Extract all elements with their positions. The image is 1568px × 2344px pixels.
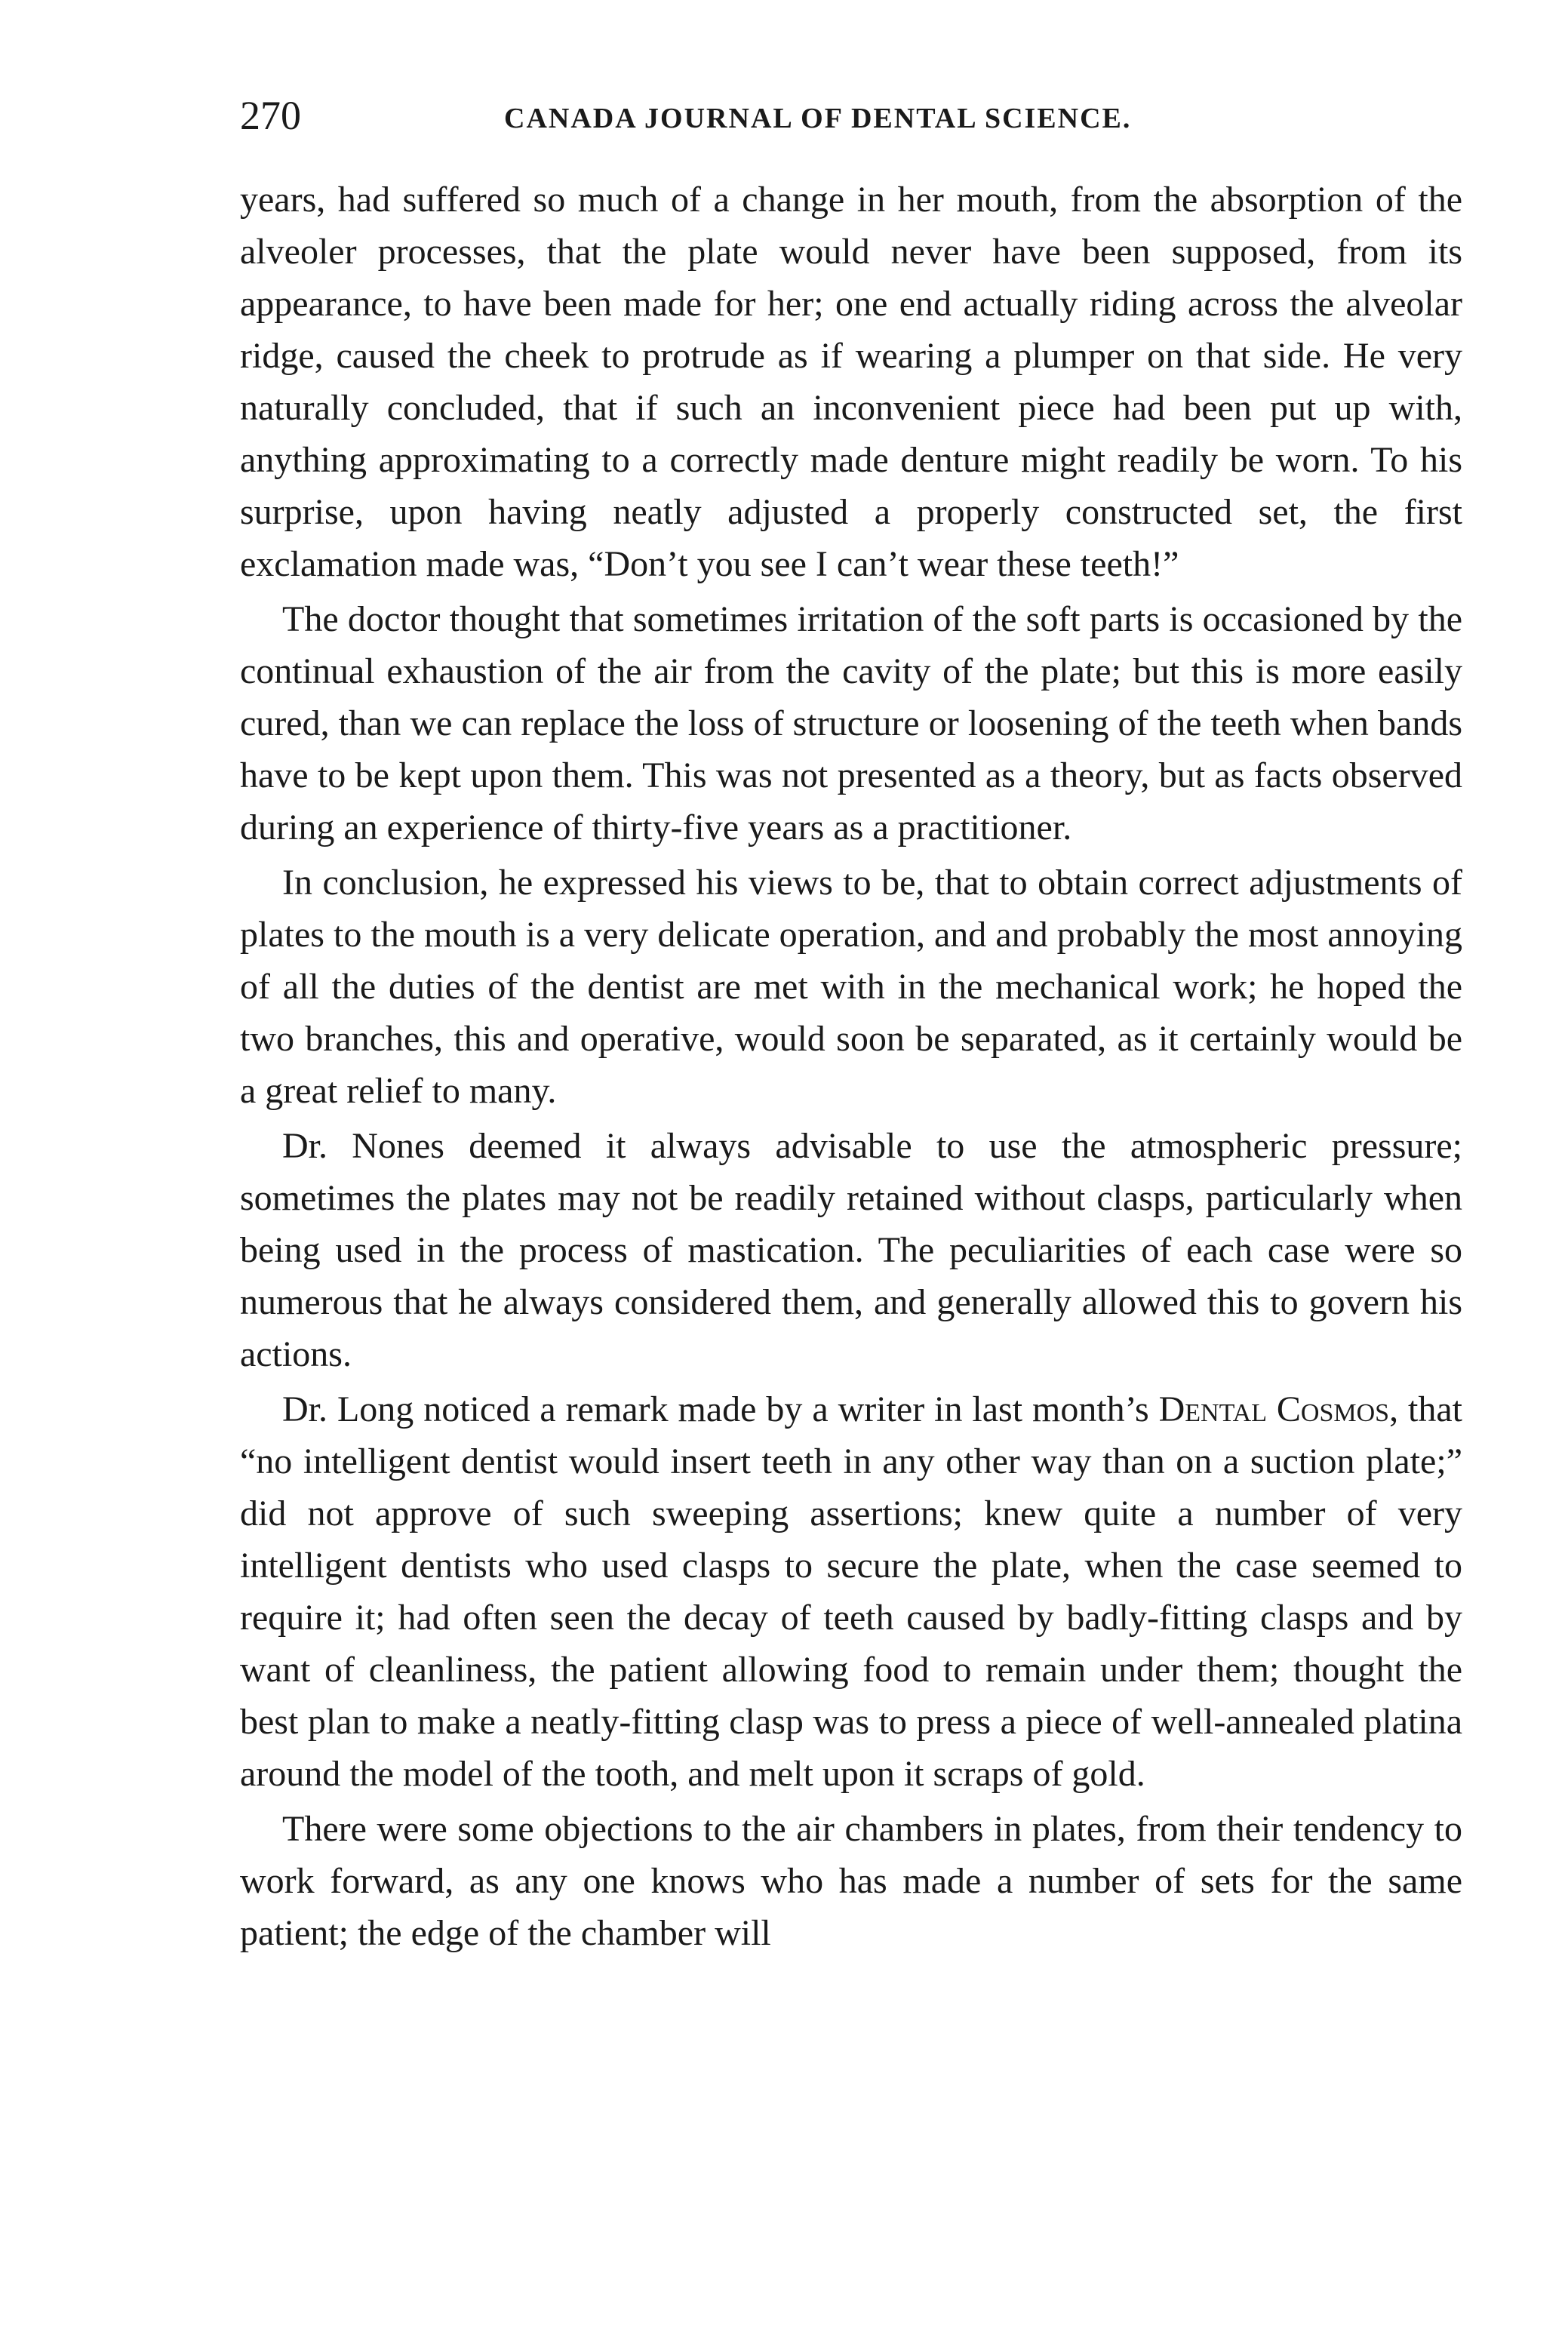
journal-name: Dental Cosmos: [1158, 1389, 1390, 1429]
page-header: [240, 89, 1464, 142]
dr-long-text-after: , that “no intelligent dentist would insert teeth in any other way than on a suction plate;” did not approve of such sweeping assertions; knew quite a number of very intelligent dentists who used clasps to secure the plate, when the case seemed to require it; had often seen the decay of teeth caused by badly-fitting clasps and by want of cleanliness, the patient allowing food to remain under them; thought the best plan to make a neatly-fitting clasp was to press a piece of well-annealed platina around the model of the tooth, and melt upon it scraps of gold.: [240, 1389, 1462, 1794]
running-title: CANADA JOURNAL OF DENTAL SCIENCE.: [504, 103, 1132, 134]
paragraph-dr-long: [240, 1383, 1462, 1800]
dr-long-text-before: Dr. Long noticed a remark made by a writer in last month’s: [282, 1389, 1159, 1429]
paragraph-air-chambers: There were some objections to the air chambers in plates, from their tendency to work forward, as any one knows who has made a number of sets for the same patient; the edge of the chamber will: [240, 1809, 1462, 1953]
page-number: 270: [240, 93, 301, 138]
paragraph-conclusion: In conclusion, he expressed his views to be, that to obtain correct adjustments of plates to the mouth is a very delicate operation, and and probably the most annoying of all the duties of the dentist are met with in the mechanical work; he hoped the two branches, this and operative, would soon be separated, as it certainly would be a great relief to many.: [240, 863, 1462, 1111]
article-body: [240, 174, 1462, 1962]
paragraph-dr-nones: Dr. Nones deemed it always advisable to use the atmospheric pressure; sometimes the plates may not be readily retained without clasps, particularly when being used in the process of mastication. The peculiarities of each case were so numerous that he always considered them, and generally allowed this to govern his actions.: [240, 1126, 1462, 1374]
paragraph-continued: years, had suffered so much of a change in her mouth, from the absorption of the alveoler processes, that the plate would never have been supposed, from its appearance, to have been made for her; one end actually riding across the alveolar ridge, caused the cheek to protrude as if wearing a plumper on that side. He very naturally concluded, that if such an inconvenient piece had been put up with, anything approximating to a correctly made denture might readily be worn. To his surprise, upon having neatly adjusted a properly constructed set, the first exclamation made was, “Don’t you see I can’t wear these teeth!”: [240, 180, 1462, 584]
paragraph-doctor-irritation: The doctor thought that sometimes irritation of the soft parts is occasioned by the continual exhaustion of the air from the cavity of the plate; but this is more easily cured, than we can replace the loss of structure or loosening of the teeth when bands have to be kept upon them. This was not presented as a theory, but as facts observed during an experience of thirty-five years as a practitioner.: [240, 599, 1462, 847]
